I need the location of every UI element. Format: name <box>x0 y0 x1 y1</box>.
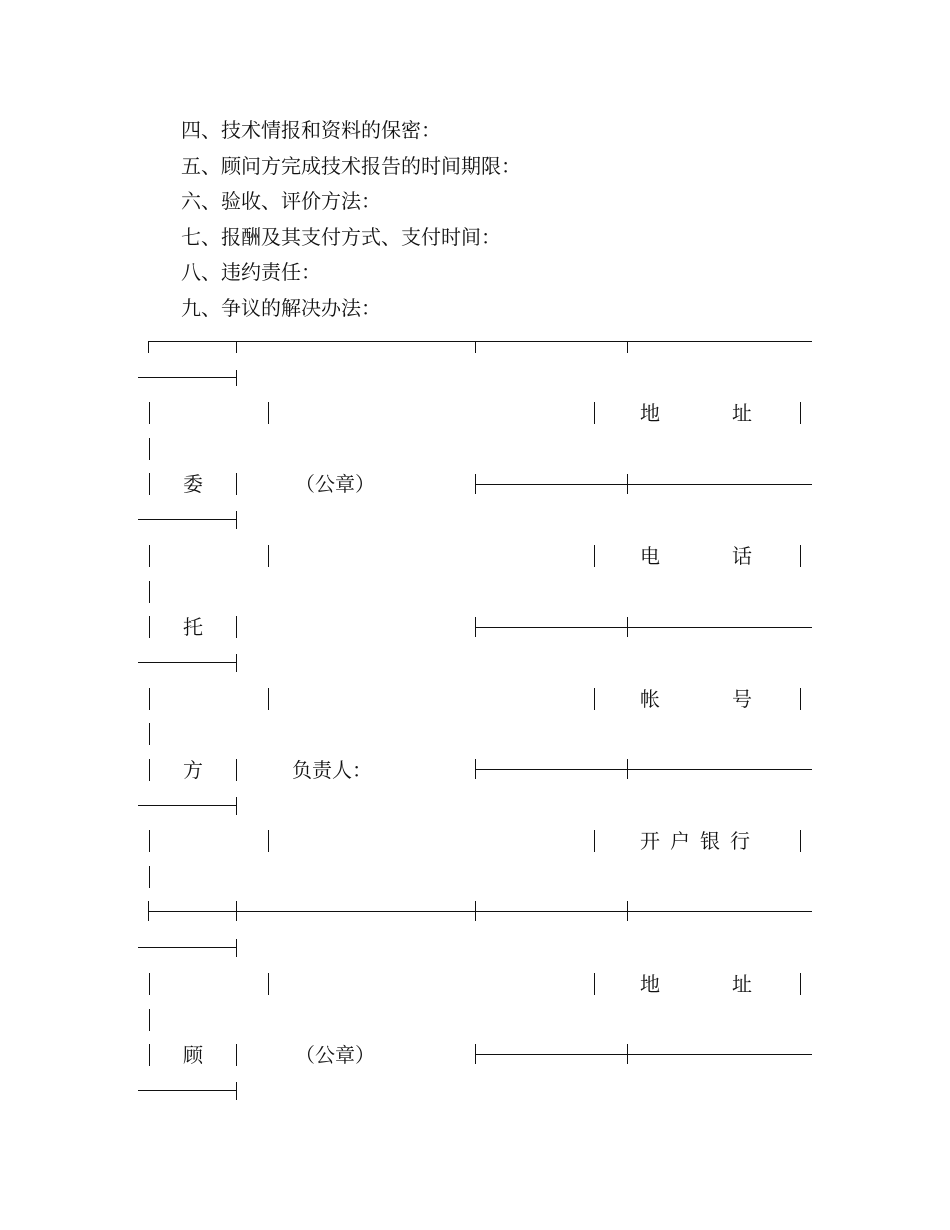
table-border-tick <box>475 341 476 353</box>
cell-divider <box>800 830 801 852</box>
table-border-tick <box>236 341 237 353</box>
cell-divider <box>149 402 150 424</box>
table-border-tick <box>627 341 628 353</box>
client-person-in-charge: 负责人： <box>292 758 372 782</box>
cell-divider <box>268 973 269 995</box>
cell-divider <box>268 688 269 710</box>
cell-divider <box>594 688 595 710</box>
clause-7: 七、报酬及其支付方式、支付时间： <box>181 225 501 249</box>
consultant-address-label: 地 址 <box>640 972 752 996</box>
cell-divider <box>236 654 237 672</box>
cell-divider <box>800 973 801 995</box>
table-wrap-line <box>138 947 236 948</box>
row-separator <box>475 1054 812 1055</box>
cell-divider <box>149 723 150 745</box>
table-border-tick <box>148 341 149 353</box>
client-side-char-3: 方 <box>183 758 203 782</box>
cell-divider <box>475 474 476 494</box>
table-wrap-line <box>138 662 236 663</box>
client-account-label: 帐 号 <box>640 687 752 711</box>
cell-divider <box>149 866 150 888</box>
clause-6: 六、验收、评价方法： <box>181 189 381 213</box>
cell-divider <box>594 973 595 995</box>
cell-divider <box>594 830 595 852</box>
clause-5: 五、顾问方完成技术报告的时间期限： <box>181 154 521 178</box>
cell-divider <box>149 1044 150 1066</box>
client-side-char-1: 委 <box>183 472 203 496</box>
cell-divider <box>236 1044 237 1066</box>
cell-divider <box>475 1044 476 1064</box>
cell-divider <box>149 616 150 638</box>
cell-divider <box>627 1044 628 1064</box>
cell-divider <box>475 617 476 637</box>
cell-divider <box>236 939 237 957</box>
cell-divider <box>149 438 150 460</box>
cell-divider <box>236 511 237 529</box>
cell-divider <box>148 901 149 921</box>
client-address-label: 地 址 <box>640 401 752 425</box>
cell-divider <box>236 797 237 815</box>
row-separator <box>475 769 812 770</box>
cell-divider <box>475 901 476 921</box>
clause-9: 九、争议的解决办法： <box>181 296 381 320</box>
cell-divider <box>268 402 269 424</box>
client-bank-label: 开 户 银 行 <box>640 829 750 853</box>
cell-divider <box>149 545 150 567</box>
clause-8: 八、违约责任： <box>181 260 321 284</box>
table-wrap-line <box>138 519 236 520</box>
cell-divider <box>800 402 801 424</box>
cell-divider <box>236 759 237 781</box>
table-wrap-line <box>138 377 236 378</box>
cell-divider <box>149 1009 150 1031</box>
cell-divider <box>800 688 801 710</box>
cell-divider <box>236 616 237 638</box>
section-separator <box>148 911 812 912</box>
cell-divider <box>475 759 476 779</box>
cell-divider <box>236 473 237 495</box>
cell-divider <box>594 402 595 424</box>
cell-divider <box>149 830 150 852</box>
cell-divider <box>149 973 150 995</box>
table-wrap-line <box>138 805 236 806</box>
cell-divider <box>268 545 269 567</box>
client-side-char-2: 托 <box>183 615 203 639</box>
cell-divider <box>149 473 150 495</box>
consultant-seal: （公章） <box>295 1043 375 1067</box>
consultant-side-char-1: 顾 <box>183 1043 203 1067</box>
client-seal: （公章） <box>295 472 375 496</box>
cell-divider <box>149 581 150 603</box>
cell-divider <box>268 830 269 852</box>
cell-divider <box>149 688 150 710</box>
cell-divider <box>627 759 628 779</box>
table-top-border <box>148 341 812 342</box>
cell-divider <box>236 901 237 921</box>
row-separator <box>475 627 812 628</box>
cell-divider <box>236 1082 237 1100</box>
table-border-tick <box>236 370 237 386</box>
cell-divider <box>149 759 150 781</box>
cell-divider <box>594 545 595 567</box>
client-phone-label: 电 话 <box>640 544 752 568</box>
clause-4: 四、技术情报和资料的保密： <box>181 118 441 142</box>
cell-divider <box>627 474 628 494</box>
row-separator <box>475 484 812 485</box>
table-wrap-line <box>138 1090 236 1091</box>
cell-divider <box>800 545 801 567</box>
cell-divider <box>627 617 628 637</box>
cell-divider <box>627 901 628 921</box>
